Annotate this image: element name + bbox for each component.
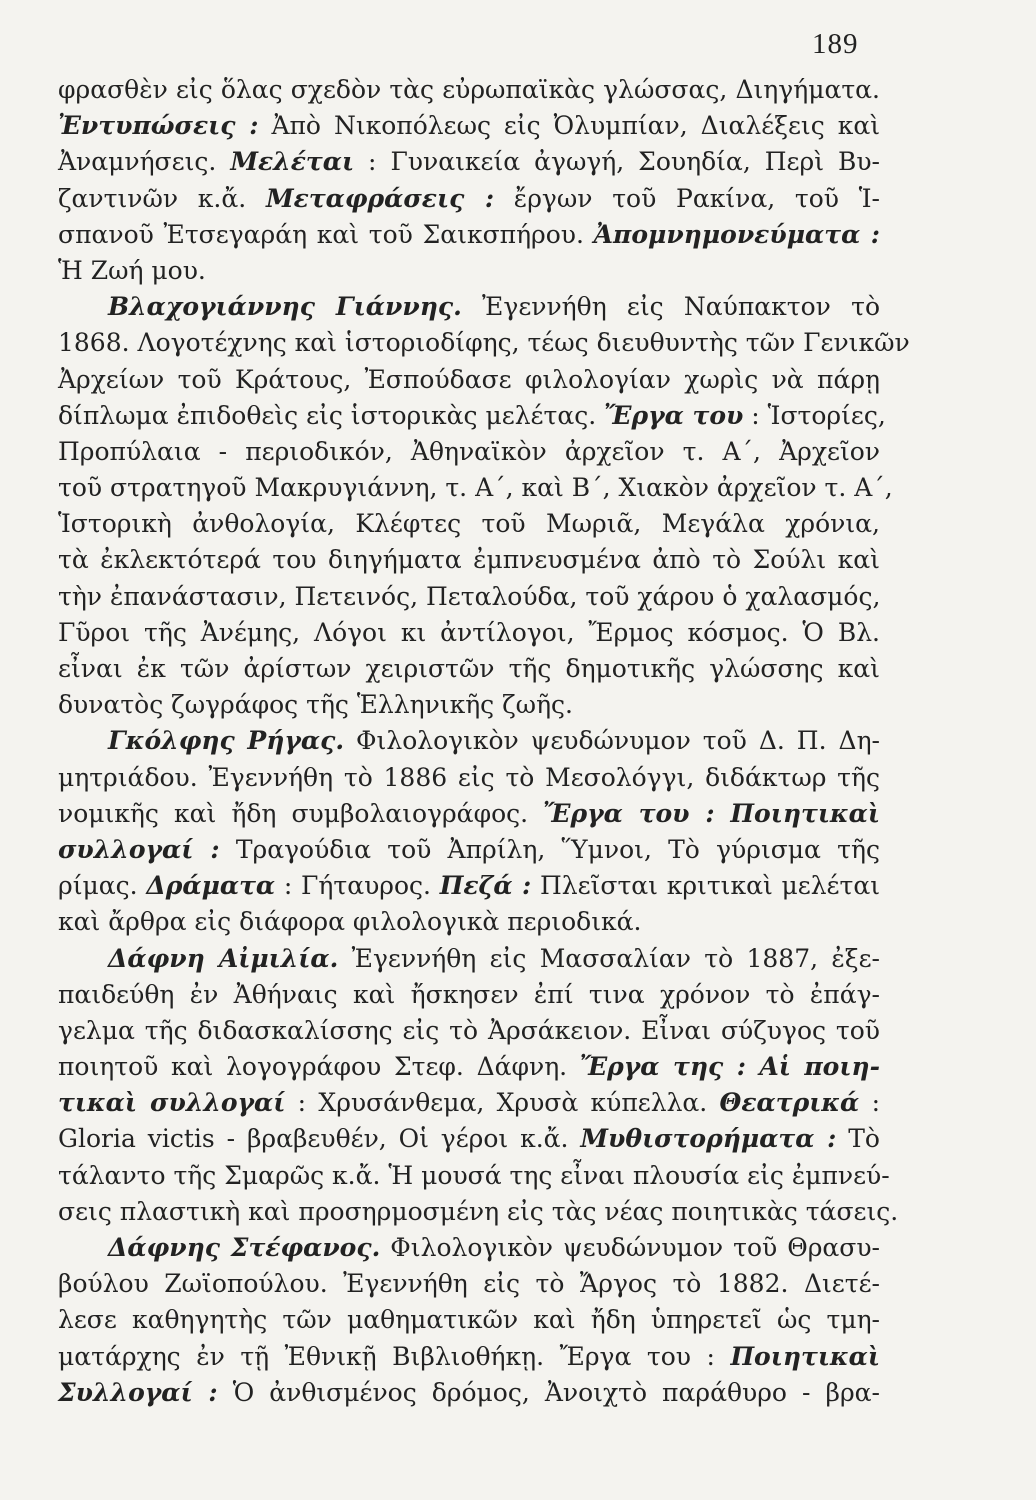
text-line [58, 579, 880, 615]
text-segment: τοῦ στρατηγοῦ Μακρυγιάννη, τ. Α΄, καὶ Β΄, Χιακὸν ἀρχεῖον τ. Α΄, [58, 473, 893, 503]
text-line [58, 434, 880, 470]
page-number: 189 [812, 28, 859, 60]
text-segment: : Γήταυρος. [275, 871, 440, 901]
text-segment: Ἀπὸ Νικοπόλεως εἰς Ὀλυμπίαν, Διαλέξεις καὶ [258, 111, 881, 141]
text-segment: φρασθὲν εἰς ὅλας σχεδὸν τὰς εὐρωπαϊκὰς γλώσσας, Διηγήματα. [58, 75, 880, 104]
text-segment: 1868. Λογοτέχνης καὶ ἱστοριοδίφης, τέως διευθυντὴς τῶν Γενικῶν [58, 328, 910, 358]
text-segment: : Χρυσάνθεμα, Χρυσὰ κύπελλα. [285, 1088, 720, 1118]
text-line [58, 398, 886, 434]
text-segment: Ὁ ἀνθισμένος δρόμος, Ἀνοιχτὸ παράθυρο - βρα- [217, 1377, 880, 1407]
text-segment: γελμα τῆς διδασκαλίσσης εἰς τὸ Ἀρσάκειον. Εἶναι σύζυγος τοῦ [58, 1015, 880, 1045]
text-segment: Ἐγεννήθη εἰς Μασσαλίαν τὸ 1887, ἐξε- [338, 943, 880, 973]
heading-term: συλλογαί : [58, 834, 220, 864]
text-line [58, 904, 880, 940]
text-line [58, 796, 880, 832]
text-segment: Ἐγεννήθη εἰς Ναύπακτον τὸ [461, 292, 880, 322]
text-segment: ποιητοῦ καὶ λογογράφου Στεφ. Δάφνη. [58, 1052, 580, 1082]
heading-term: Ἔργα του : Ποιητικαὶ [543, 798, 880, 828]
text-line [58, 977, 880, 1013]
heading-term: Ἔργα του [604, 400, 744, 430]
heading-term: Ἐντυπώσεις : [58, 111, 259, 141]
text-line [58, 362, 880, 398]
text-segment: καὶ ἄρθρα εἰς διάφορα φιλολογικὰ περιοδικά. [58, 907, 642, 937]
text-line [58, 615, 880, 651]
text-segment: σπανοῦ Ἐτσεγαράη καὶ τοῦ Σαικσπήρου. [58, 219, 594, 249]
text-segment: Τραγούδια τοῦ Ἀπρίλη, Ὕμνοι, Τὸ γύρισμα τῆς [219, 834, 880, 864]
text-line [58, 1121, 880, 1157]
text-segment: νομικῆς καὶ ἤδη συμβολαιογράφος. [58, 798, 544, 828]
text-line [58, 1013, 880, 1049]
text-segment: Πλεῖσται κριτικαὶ μελέται [531, 871, 881, 901]
text-line [58, 470, 893, 506]
text-segment: ρίμας. [58, 871, 147, 901]
text-segment: λεσε καθηγητὴς τῶν μαθηματικῶν καὶ ἤδη ὑπηρετεῖ ὡς τμη- [58, 1305, 880, 1335]
text-segment: Γῦροι τῆς Ἀνέμης, Λόγοι κι ἀντίλογοι, Ἔρμος κόσμος. Ὁ Βλ. [58, 617, 880, 647]
text-line [58, 1230, 880, 1266]
text-line [58, 144, 880, 180]
text-line [58, 723, 880, 759]
text-segment: βούλου Ζωϊοπούλου. Ἐγεννήθη εἰς τὸ Ἄργος τὸ 1882. Διετέ- [58, 1269, 880, 1299]
text-segment: εἶναι ἐκ τῶν ἀρίστων χειριστῶν τῆς δημοτικῆς γλώσσης καὶ [58, 654, 880, 683]
heading-term: Μελέται [230, 147, 355, 177]
heading-term: Βλαχογιάννης Γιάννης. [108, 292, 462, 322]
text-line [58, 325, 910, 361]
text-segment: Ἀρχείων τοῦ Κράτους, Ἐσπούδασε φιλολογίαν χωρὶς νὰ πάρῃ [58, 364, 880, 394]
text-segment: τὰ ἐκλεκτότερά του διηγήματα ἐμπνευσμένα ἀπὸ τὸ Σούλι καὶ [58, 545, 880, 575]
text-segment: παιδεύθη ἐν Ἀθήναις καὶ ἤσκησεν ἐπί τινα χρόνον τὸ ἐπάγ- [58, 979, 880, 1009]
text-segment: Ἀναμνήσεις. [58, 147, 231, 177]
text-line [58, 1049, 880, 1085]
heading-term: Δράματα [146, 871, 276, 901]
heading-term: Ἀπομνημονεύματα : [593, 219, 880, 249]
text-segment: τάλαντο τῆς Σμαρῶς κ.ἄ. Ἡ μουσά της εἶναι πλουσία εἰς ἐμπνεύ- [58, 1160, 890, 1190]
text-line [58, 687, 880, 723]
text-line [58, 253, 880, 289]
text-segment: ματάρχης ἐν τῇ Ἐθνικῇ Βιβλιοθήκῃ. Ἔργα του : [58, 1341, 731, 1371]
text-line [58, 108, 880, 144]
text-segment: δίπλωμα ἐπιδοθεὶς εἰς ἱστορικὰς μελέτας. [58, 400, 605, 430]
text-line [58, 72, 880, 108]
text-line [58, 868, 880, 904]
heading-term: Γκόλφης Ρήγας. [108, 726, 345, 756]
text-segment: Τὸ [836, 1124, 880, 1154]
heading-term: Δάφνη Αἰμιλία. [108, 943, 339, 973]
heading-term: τικαὶ συλλογαί [58, 1088, 286, 1118]
text-line [58, 832, 880, 868]
text-line [58, 217, 880, 253]
text-line [58, 1375, 880, 1411]
text-segment: : Γυναικεία ἀγωγή, Σουηδία, Περὶ Βυ- [354, 147, 880, 177]
heading-term: Μεταφράσεις : [265, 183, 495, 213]
text-line [58, 1158, 890, 1194]
text-line [58, 1302, 880, 1338]
heading-term: Συλλογαί : [58, 1377, 218, 1407]
text-segment: ἔργων τοῦ Ρακίνα, τοῦ Ἱ- [494, 183, 881, 213]
heading-term: Θεατρικά [719, 1088, 860, 1118]
text-line [58, 651, 880, 687]
text-segment: Ἱστορικὴ ἀνθολογία, Κλέφτες τοῦ Μωριᾶ, Μεγάλα χρόνια, [58, 509, 880, 539]
text-segment: Φιλολογικὸν ψευδώνυμον τοῦ Δ. Π. Δη- [344, 726, 880, 756]
text-segment: δυνατὸς ζωγράφος τῆς Ἑλληνικῆς ζωῆς. [58, 690, 573, 720]
body-text [58, 72, 910, 1411]
text-segment: : [859, 1088, 880, 1118]
heading-term: Ἔργα της : Αἱ ποιη- [579, 1052, 880, 1082]
text-line [58, 1266, 880, 1302]
heading-term: Πεζά : [439, 871, 532, 901]
text-segment: τὴν ἐπανάστασιν, Πετεινός, Πεταλούδα, τοῦ χάρου ὁ χαλασμός, [58, 581, 881, 611]
text-line [58, 941, 880, 977]
text-segment: : Ἱστορίες, [743, 400, 886, 430]
heading-term: Ποιητικαὶ [730, 1341, 880, 1371]
text-line [58, 289, 880, 325]
text-segment: Gloria victis - βραβευθέν, Οἱ γέροι κ.ἄ. [58, 1124, 581, 1154]
text-segment: Ἡ Ζωή μου. [58, 255, 206, 285]
text-line [58, 760, 880, 796]
text-line [58, 542, 880, 578]
text-line [58, 1194, 899, 1230]
text-segment: σεις πλαστικὴ καὶ προσηρμοσμένη εἰς τὰς νέας ποιητικὰς τάσεις. [58, 1196, 899, 1226]
text-line [58, 506, 880, 542]
heading-term: Δάφνης Στέφανος. [108, 1233, 381, 1262]
text-segment: μητριάδου. Ἐγεννήθη τὸ 1886 εἰς τὸ Μεσολόγγι, διδάκτωρ τῆς [58, 762, 880, 792]
text-line [58, 1339, 880, 1375]
text-line [58, 1085, 880, 1121]
text-line [58, 181, 880, 217]
text-segment: Προπύλαια - περιοδικόν, Ἀθηναϊκὸν ἀρχεῖον τ. Α΄, Ἀρχεῖον [58, 436, 880, 466]
heading-term: Μυθιστορήματα : [580, 1124, 837, 1154]
text-segment: Φιλολογικὸν ψευδώνυμον τοῦ Θρασυ- [380, 1233, 880, 1262]
text-segment: ζαντινῶν κ.ἄ. [58, 183, 266, 213]
